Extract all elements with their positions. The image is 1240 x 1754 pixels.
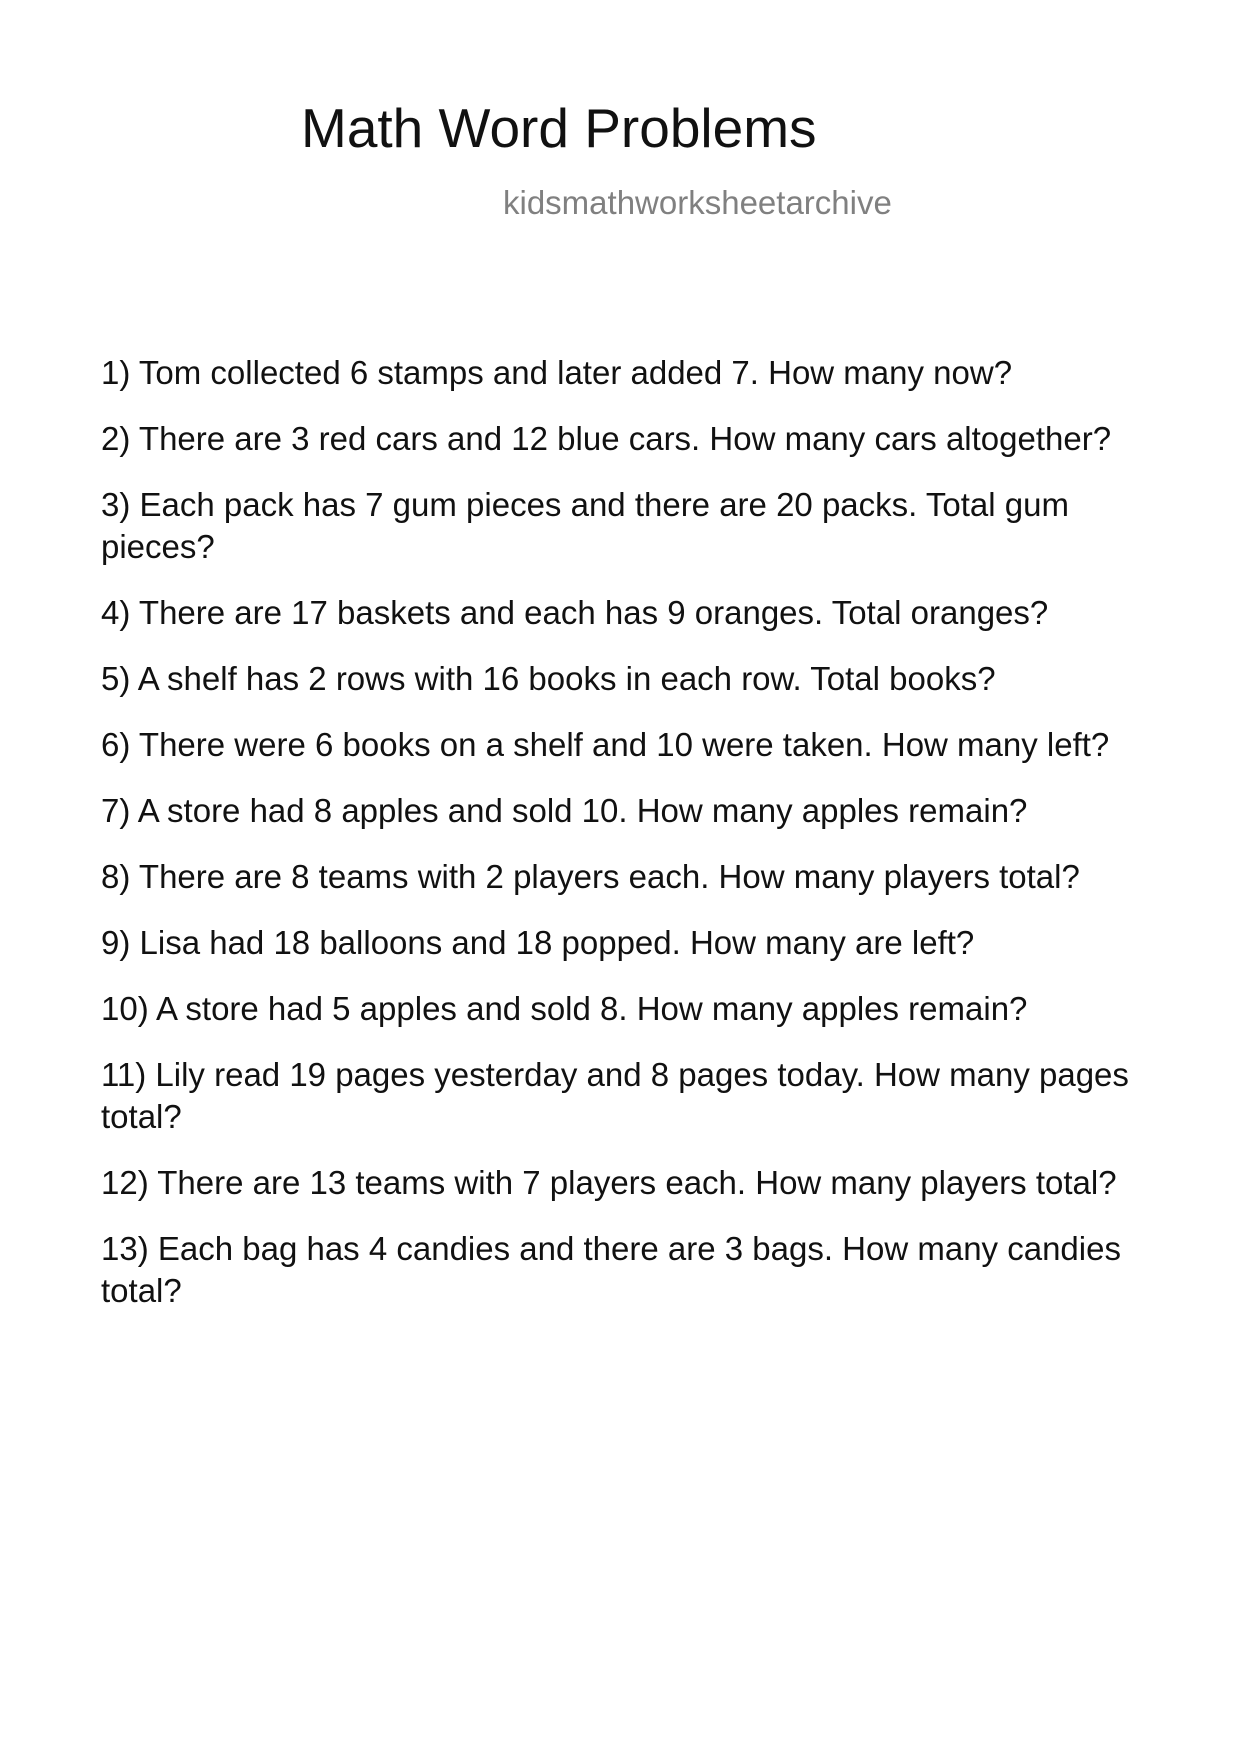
problem-item: 4) There are 17 baskets and each has 9 oranges. Total oranges? [101,594,1049,631]
page-subtitle: kidsmathworksheetarchive [503,184,892,221]
problem-item: 7) A store had 8 apples and sold 10. How many apples remain? [101,792,1028,829]
problem-item: 5) A shelf has 2 rows with 16 books in each row. Total books? [101,660,996,697]
problem-item: 6) There were 6 books on a shelf and 10 were taken. How many left? [101,726,1110,763]
problem-item: 11) Lily read 19 pages yesterday and 8 pages today. How many pages total? [101,1056,1129,1135]
page-title: Math Word Problems [301,97,817,159]
problem-item: 8) There are 8 teams with 2 players each. How many players total? [101,858,1080,895]
problem-item: 13) Each bag has 4 candies and there are 3 bags. How many candies total? [101,1230,1121,1309]
problem-item: 1) Tom collected 6 stamps and later added 7. How many now? [101,354,1013,391]
problem-item: 9) Lisa had 18 balloons and 18 popped. How many are left? [101,924,975,961]
problem-item: 3) Each pack has 7 gum pieces and there are 20 packs. Total gum pieces? [101,486,1069,565]
problem-item: 2) There are 3 red cars and 12 blue cars. How many cars altogether? [101,420,1112,457]
problem-item: 10) A store had 5 apples and sold 8. How many apples remain? [101,990,1028,1027]
problem-item: 12) There are 13 teams with 7 players each. How many players total? [101,1164,1117,1201]
problem-list [101,352,1151,1336]
